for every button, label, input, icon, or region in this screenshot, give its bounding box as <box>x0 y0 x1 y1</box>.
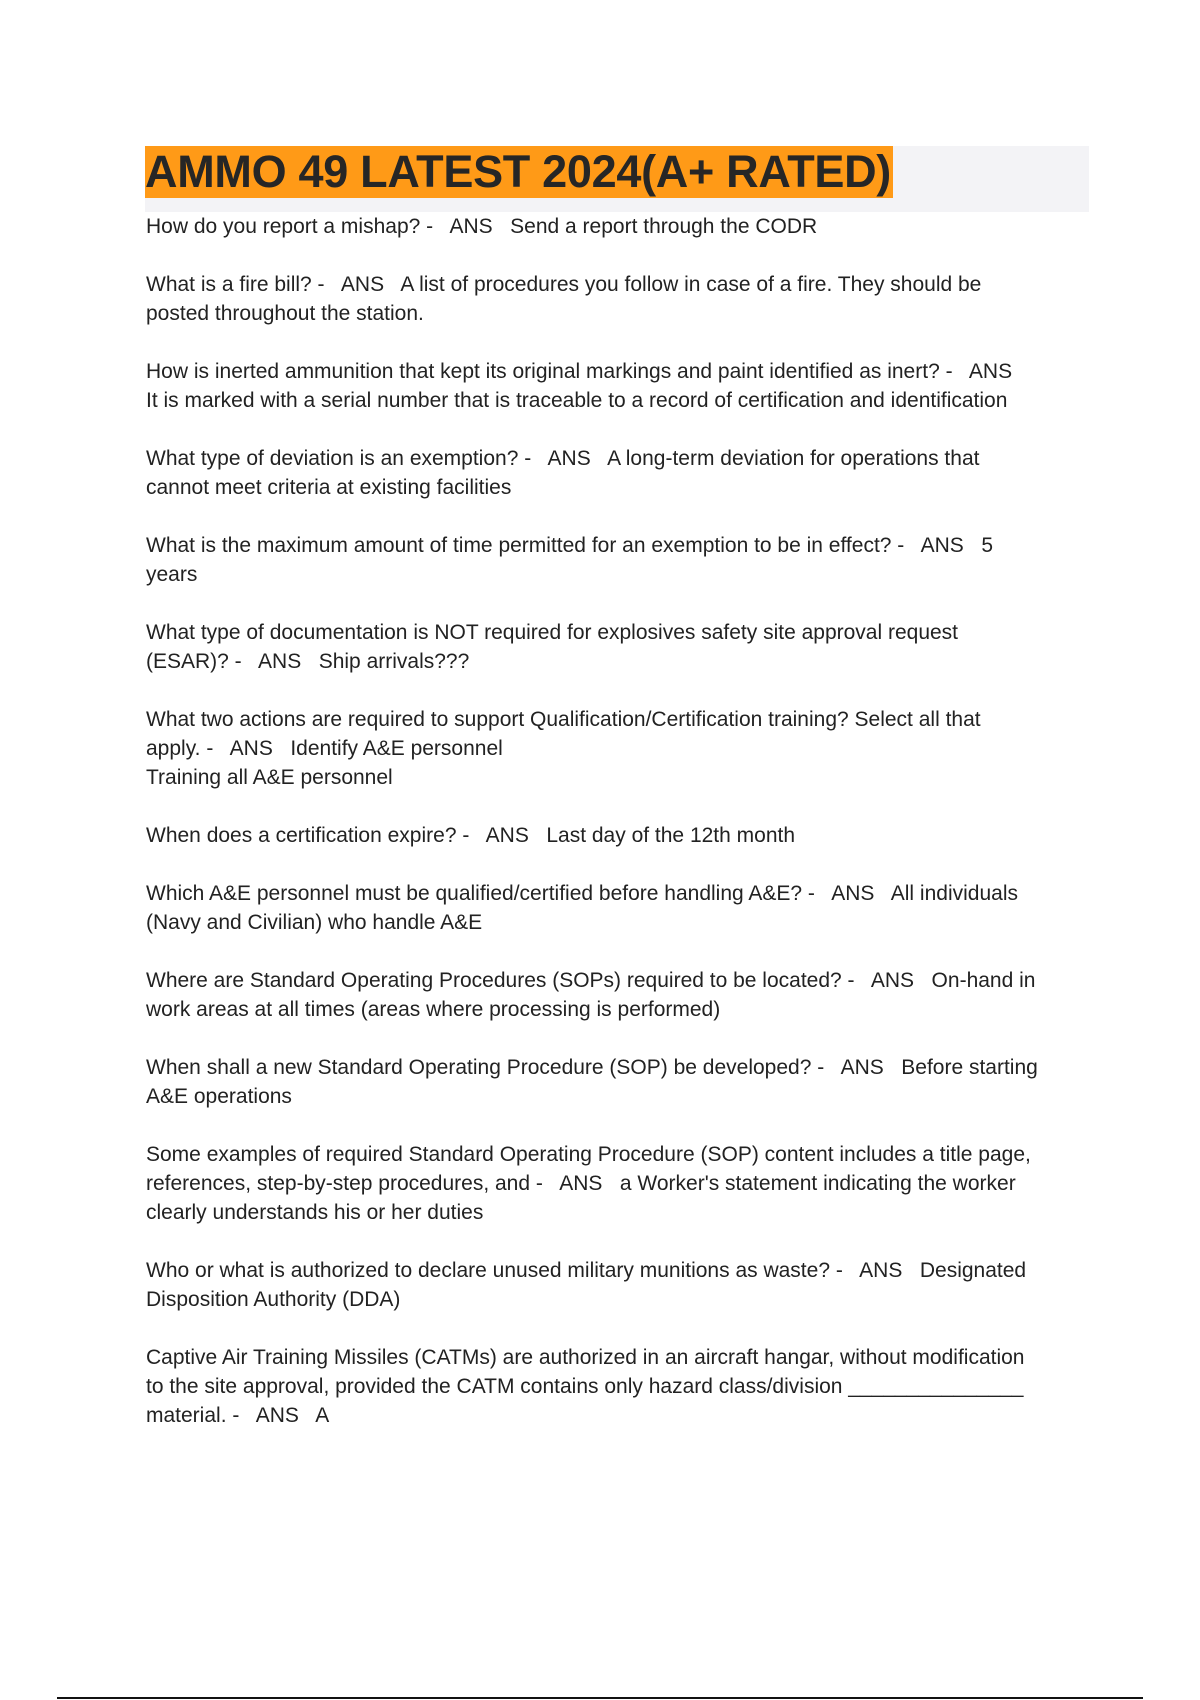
qa-item-exemption-duration: What is the maximum amount of time permitted for an exemption to be in effect? - ANS 5 years <box>146 534 993 586</box>
qa-item-sop-location: Where are Standard Operating Procedures (SOPs) required to be located? - ANS On-hand in work areas at all times (areas where processing is performed) <box>146 969 1036 1021</box>
footer-divider <box>57 1697 1143 1699</box>
qa-item-munitions-waste: Who or what is authorized to declare unused military munitions as waste? - ANS Designated Disposition Authority (DDA) <box>146 1259 1027 1311</box>
qa-item-inerted-ammunition: How is inerted ammunition that kept its original markings and paint identified as inert? - ANS It is marked with a serial number that is traceable to a record of certification and identification <box>146 360 1013 412</box>
qa-item-certification-expiry: When does a certification expire? - ANS Last day of the 12th month <box>146 824 796 847</box>
qa-list <box>146 212 1096 1459</box>
qa-item-sop-content: Some examples of required Standard Operating Procedure (SOP) content includes a title page, references, step-by-step procedures, and - ANS a Worker's statement indicating the worker clearly understands his or her duties <box>146 1143 1031 1224</box>
qa-item-ae-personnel: Which A&E personnel must be qualified/certified before handling A&E? - ANS All individuals (Navy and Civilian) who handle A&E <box>146 882 1018 934</box>
qa-item-qualification-training: What two actions are required to support Qualification/Certification training? Select all that apply. - ANS Identify A&E personnel Training all A&E personnel <box>146 708 981 789</box>
document-title: AMMO 49 LATEST 2024(A+ RATED) <box>145 146 891 197</box>
qa-item-exemption-type: What type of deviation is an exemption? - ANS A long-term deviation for operations that cannot meet criteria at existing facilities <box>146 447 980 499</box>
qa-item-esar-documentation: What type of documentation is NOT required for explosives safety site approval request (ESAR)? - ANS Ship arrivals??? <box>146 621 959 673</box>
qa-item-mishap: How do you report a mishap? - ANS Send a report through the CODR <box>146 215 818 238</box>
qa-item-fire-bill: What is a fire bill? - ANS A list of procedures you follow in case of a fire. They should be posted throughout the station. <box>146 273 982 325</box>
qa-item-catm-hangar: Captive Air Training Missiles (CATMs) are authorized in an aircraft hangar, without modification to the site approval, provided the CATM contains only hazard class/division _______________ material. - ANS A <box>146 1346 1025 1427</box>
qa-item-new-sop: When shall a new Standard Operating Procedure (SOP) be developed? - ANS Before starting A&E operations <box>146 1056 1038 1108</box>
